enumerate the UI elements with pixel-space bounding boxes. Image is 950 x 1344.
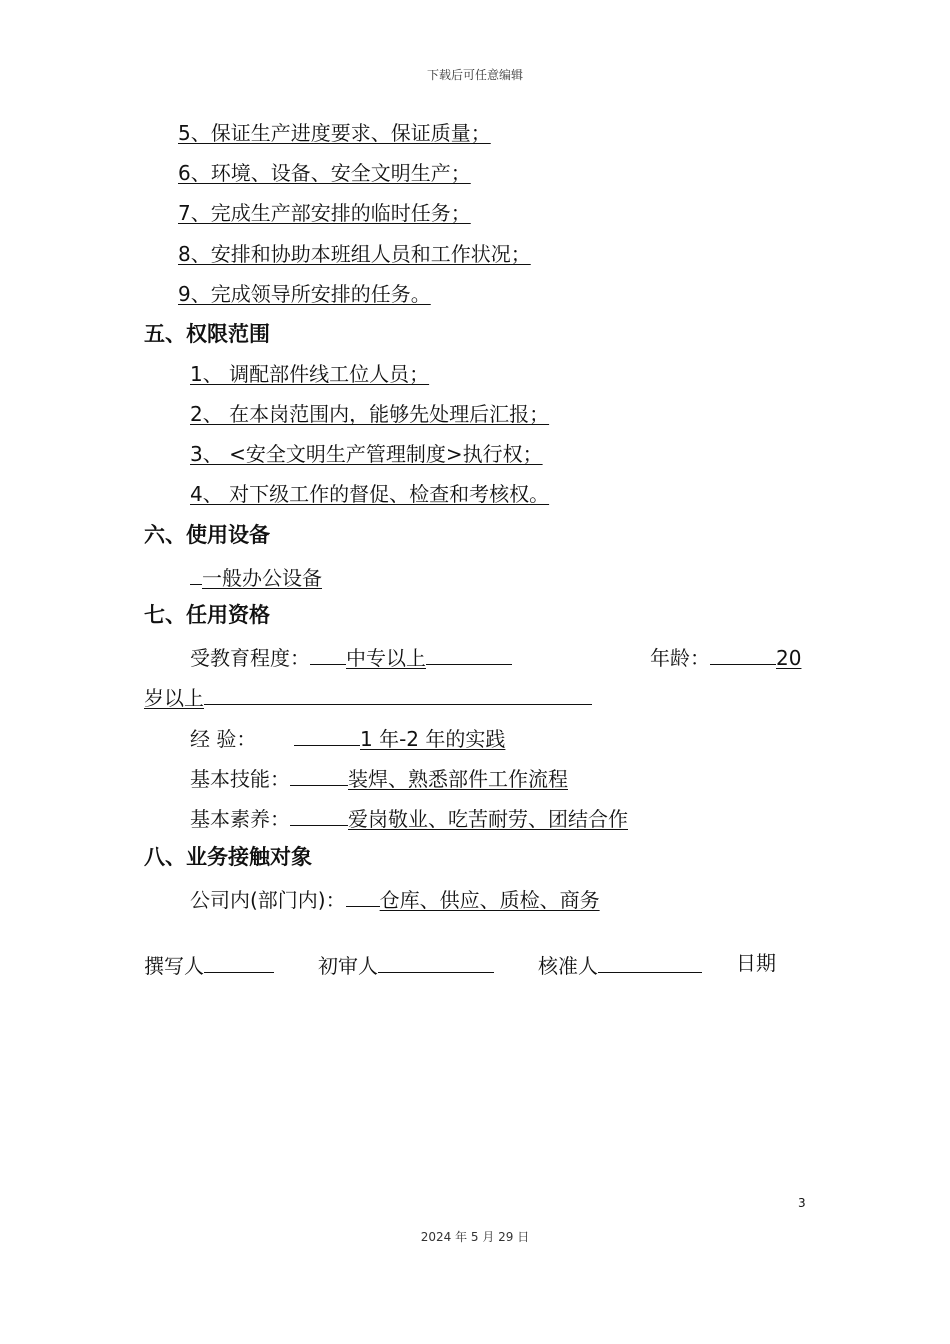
duty-item-8: 8、安排和协助本班组人员和工作状况；: [178, 242, 531, 266]
writer-label: 撰写人: [144, 954, 204, 978]
quality-value: 爱岗敬业、吃苦耐劳、团结合作: [348, 807, 628, 831]
age-label: 年龄：: [650, 646, 710, 670]
section-contacts-title: 八、业务接触对象: [144, 845, 312, 869]
section-equipment-title: 六、使用设备: [144, 523, 270, 547]
skills-row: [190, 763, 568, 792]
age-continued-row: [144, 682, 592, 711]
blank-line: [710, 642, 776, 665]
duty-item-6: 6、环境、设备、安全文明生产；: [178, 161, 471, 185]
duty-item-5: 5、保证生产进度要求、保证质量；: [178, 121, 491, 145]
equipment-value: 一般办公设备: [202, 566, 322, 590]
authority-item-4: 4、 对下级工作的督促、检查和考核权。: [190, 482, 550, 506]
quality-label: 基本素养：: [190, 807, 290, 831]
experience-value: 1 年-2 年的实践: [360, 727, 506, 751]
section-qualification-title: 七、任用资格: [144, 603, 270, 627]
duty-item-7: 7、完成生产部安排的临时任务；: [178, 201, 471, 225]
blank-line: [204, 682, 592, 705]
page-number: 3: [798, 1196, 806, 1210]
education-label: 受教育程度：: [190, 646, 310, 670]
blank-line: [310, 642, 346, 665]
blank-line: [426, 642, 512, 665]
experience-label: 经 验：: [190, 727, 257, 751]
page-footer-date: 2024 年 5 月 29 日: [420, 1230, 530, 1244]
first-review-blank: [378, 950, 494, 973]
internal-contacts-label: 公司内(部门内)：: [190, 888, 346, 912]
equipment-value-row: [190, 562, 322, 591]
quality-row: [190, 803, 628, 832]
section-authority-title: 五、权限范围: [144, 322, 270, 346]
approver-label: 核准人: [538, 954, 598, 978]
first-review-label: 初审人: [318, 954, 378, 978]
authority-item-3: 3、 <安全文明生产管理制度>执行权；: [190, 442, 543, 466]
internal-contacts-row: [190, 884, 600, 913]
writer-blank: [204, 950, 274, 973]
education-row: [190, 642, 512, 671]
blank-line: [290, 803, 348, 826]
internal-contacts-value: 仓库、供应、质检、商务: [379, 888, 600, 912]
education-value: 中专以上: [346, 646, 426, 670]
signature-approver: [538, 950, 702, 979]
page-header: 下载后可任意编辑: [426, 68, 523, 82]
approver-blank: [598, 950, 702, 973]
age-value-continued: 岁以上: [144, 686, 204, 710]
skills-value: 装焊、熟悉部件工作流程: [348, 767, 568, 791]
age-value: 20: [776, 646, 802, 670]
authority-item-1: 1、 调配部件线工位人员；: [190, 362, 430, 386]
blank-line: [290, 763, 348, 786]
blank-line: [346, 884, 380, 907]
age-row: [650, 642, 801, 671]
blank-line: [294, 723, 360, 746]
signature-writer: [144, 950, 274, 979]
signature-first-review: [318, 950, 494, 979]
signature-date: 日期: [736, 951, 776, 975]
experience-row: [190, 723, 505, 752]
skills-label: 基本技能：: [190, 767, 290, 791]
blank-line: [190, 562, 202, 585]
duty-item-9: 9、完成领导所安排的任务。: [178, 282, 431, 306]
authority-item-2: 2、 在本岗范围内，能够先处理后汇报；: [190, 402, 550, 426]
